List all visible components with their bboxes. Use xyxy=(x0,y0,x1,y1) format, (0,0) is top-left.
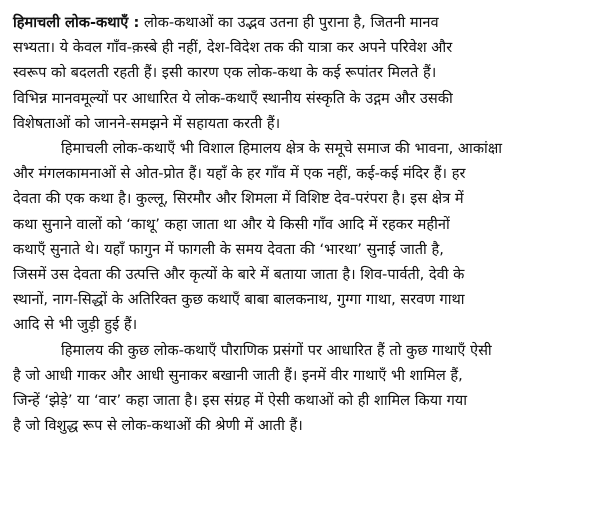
text-line: हिमालय की कुछ लोक-कथाएँ पौराणिक प्रसंगों पर आधारित हैं तो कुछ गाथाएँ ऐसी xyxy=(61,341,492,359)
paragraph-2 xyxy=(13,136,591,338)
section-heading: हिमाचली लोक-कथाएँ : xyxy=(13,14,140,31)
text-line: जिसमें उस देवता की उत्पत्ति और कृत्यों के बारे में बताया जाता है। शिव-पार्वती, देवी के xyxy=(13,266,465,284)
line-text: लोक-कथाओं का उद्भव उतना ही पुराना है, जितनी मानव xyxy=(139,14,439,31)
text-line: सभ्यता। ये केवल गाँव-क़स्बे ही नहीं, देश-विदेश तक की यात्रा कर अपने परिवेश और xyxy=(13,39,453,57)
text-line: स्थानों, नाग-सिद्धों के अतिरिक्त कुछ कथाएँ बाबा बालकनाथ, गुग्गा गाथा, सरवण गाथा xyxy=(13,291,465,309)
text-line: हिमाचली लोक-कथाएँ भी विशाल हिमालय क्षेत्र के समूचे समाज की भावना, आकांक्षा xyxy=(61,140,503,158)
text-line: कथाएँ सुनाते थे। यहाँ फागुन में फागली के समय देवता की ‘भारथा’ सुनाई जाती है, xyxy=(13,240,444,258)
text-line: विशेषताओं को जानने-समझने में सहायता करती हैं। xyxy=(13,114,281,132)
text-line: है जो आधी गाकर और आधी सुनाकर बखानी जाती हैं। इनमें वीर गाथाएँ भी शामिल हैं, xyxy=(13,366,463,384)
text-line: विभिन्न मानवमूल्यों पर आधारित ये लोक-कथाएँ स्थानीय संस्कृति के उद्गम और उसकी xyxy=(13,89,453,107)
text-line: और मंगलकामनाओं से ओत-प्रोत हैं। यहाँ के हर गाँव में एक नहीं, कई-कई मंदिर हैं। हर xyxy=(13,165,466,183)
paragraph-3 xyxy=(13,338,591,439)
text-line: आदि से भी जुड़ी हुई हैं। xyxy=(13,316,138,334)
text-line: है जो विशुद्ध रूप से लोक-कथाओं की श्रेणी में आती हैं। xyxy=(13,417,303,435)
text-line: स्वरूप को बदलती रहती हैं। इसी कारण एक लोक-कथा के कई रूपांतर मिलते हैं। xyxy=(13,64,437,82)
paragraph-1 xyxy=(13,10,591,136)
text-line: जिन्हें ‘झेड़े’ या ‘वार’ कहा जाता है। इस संग्रह में ऐसी कथाओं को ही शामिल किया गया xyxy=(13,392,468,410)
text-line: कथा सुनाने वालों को ‘काथू’ कहा जाता था और ये किसी गाँव आदि में रहकर महीनों xyxy=(13,215,450,233)
text-line xyxy=(13,10,591,35)
text-line: देवता की एक कथा है। कुल्लू, सिरमौर और शिमला में विशिष्ट देव-परंपरा है। इस क्षेत्र में xyxy=(13,190,464,208)
